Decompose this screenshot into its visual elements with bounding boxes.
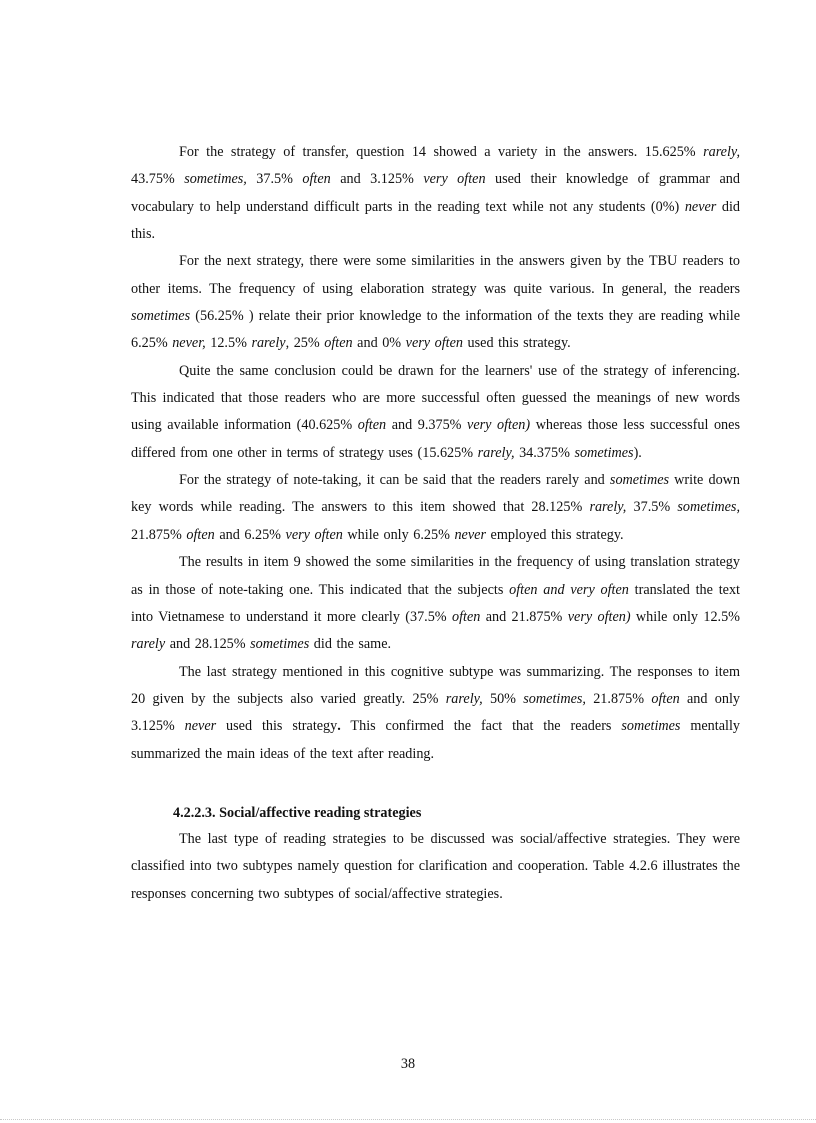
section-heading: 4.2.2.3. Social/affective reading strategies <box>173 804 422 821</box>
paragraph-inferencing: Quite the same conclusion could be drawn for the learners' use of the strategy of inferencing. This indicated that those readers who are more successful often guessed the meanings of new words using available information (40.625% often and 9.375% very often) whereas those less successful ones differed from one other in terms of strategy uses (15.625% rarely, 34.375% sometimes). <box>131 362 740 461</box>
body-text <box>131 139 740 908</box>
paragraph-summarizing: The last strategy mentioned in this cognitive subtype was summarizing. The responses to item 20 given by the subjects also varied greatly. 25% rarely, 50% sometimes, 21.875% often and only 3.125% never used this strategy. This confirmed the fact that the readers sometimes mentally summarized the main ideas of the text after reading. <box>131 663 740 762</box>
paragraph-transfer: For the strategy of transfer, question 14 showed a variety in the answers. 15.625% rarely, 43.75% sometimes, 37.5% often and 3.125% very often used their knowledge of grammar and vocabulary to help understand difficult parts in the reading text while not any students (0%) never did this. <box>131 144 740 243</box>
page-number: 38 <box>400 1056 416 1072</box>
paragraph-elaboration: For the next strategy, there were some similarities in the answers given by the TBU readers to other items. The frequency of using elaboration strategy was quite various. In general, the readers sometimes (56.25% ) relate their prior knowledge to the information of the texts they are reading while 6.25% never, 12.5% rarely, 25% often and 0% very often used this strategy. <box>131 253 740 352</box>
paragraph-social-affective: The last type of reading strategies to be discussed was social/affective strategies. They were classified into two subtypes namely question for clarification and cooperation. Table 4.2.6 illustrates the responses concerning two subtypes of social/affective strategies. <box>131 830 740 902</box>
page-bottom-divider <box>0 1119 816 1120</box>
paragraph-note-taking: For the strategy of note-taking, it can be said that the readers rarely and sometimes write down key words while reading. The answers to this item showed that 28.125% rarely, 37.5% sometimes, 21.875% often and 6.25% very often while only 6.25% never employed this strategy. <box>131 472 741 543</box>
paragraph-translation: The results in item 9 showed the some similarities in the frequency of using translation strategy as in those of note-taking one. This indicated that the subjects often and very often translated the text into Vietnamese to understand it more clearly (37.5% often and 21.875% very often) while only 12.5% rarely and 28.125% sometimes did the same. <box>131 554 741 653</box>
